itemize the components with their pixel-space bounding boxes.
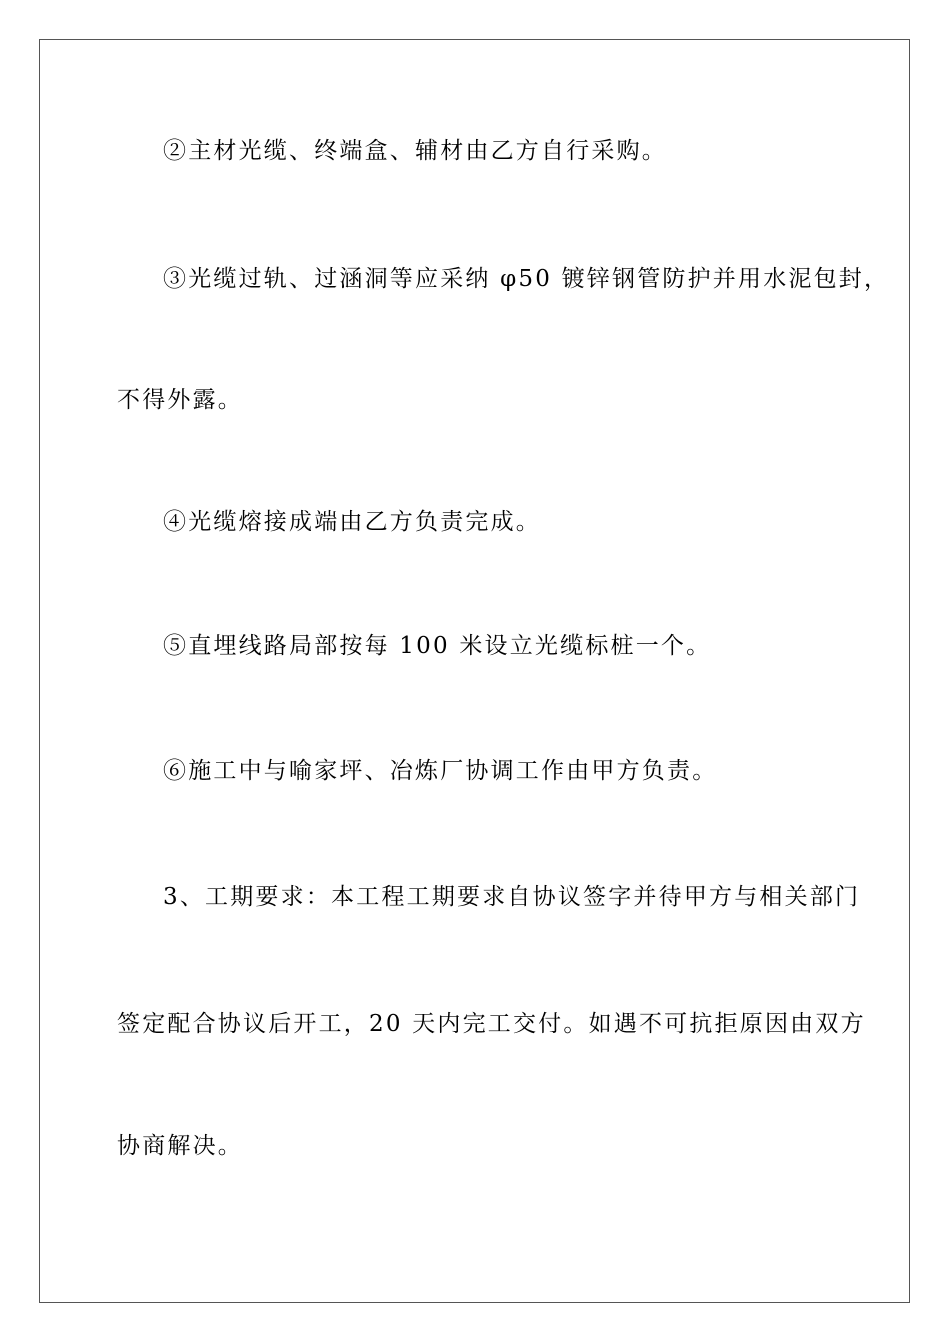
item-4-splicing: ④光缆熔接成端由乙方负责完成。 [163, 509, 541, 535]
section-3-schedule-line1: 3、工期要求：本工程工期要求自协议签字并待甲方与相关部门 [163, 884, 861, 910]
item-6-coordination: ⑥施工中与喻家坪、冶炼厂协调工作由甲方负责。 [163, 758, 718, 784]
item-2-materials: ②主材光缆、终端盒、辅材由乙方自行采购。 [163, 138, 667, 164]
page-border [39, 39, 910, 1303]
item-5-markers: ⑤直埋线路局部按每 100 米设立光缆标桩一个。 [163, 633, 712, 659]
item-3-protection-line1: ③光缆过轨、过涵洞等应采纳 φ50 镀锌钢管防护并用水泥包封， [163, 266, 890, 292]
section-3-schedule-line2: 签定配合协议后开工，20 天内完工交付。如遇不可抗拒原因由双方 [117, 1011, 866, 1037]
item-3-protection-line2: 不得外露。 [117, 387, 243, 413]
section-3-schedule-line3: 协商解决。 [117, 1133, 243, 1159]
